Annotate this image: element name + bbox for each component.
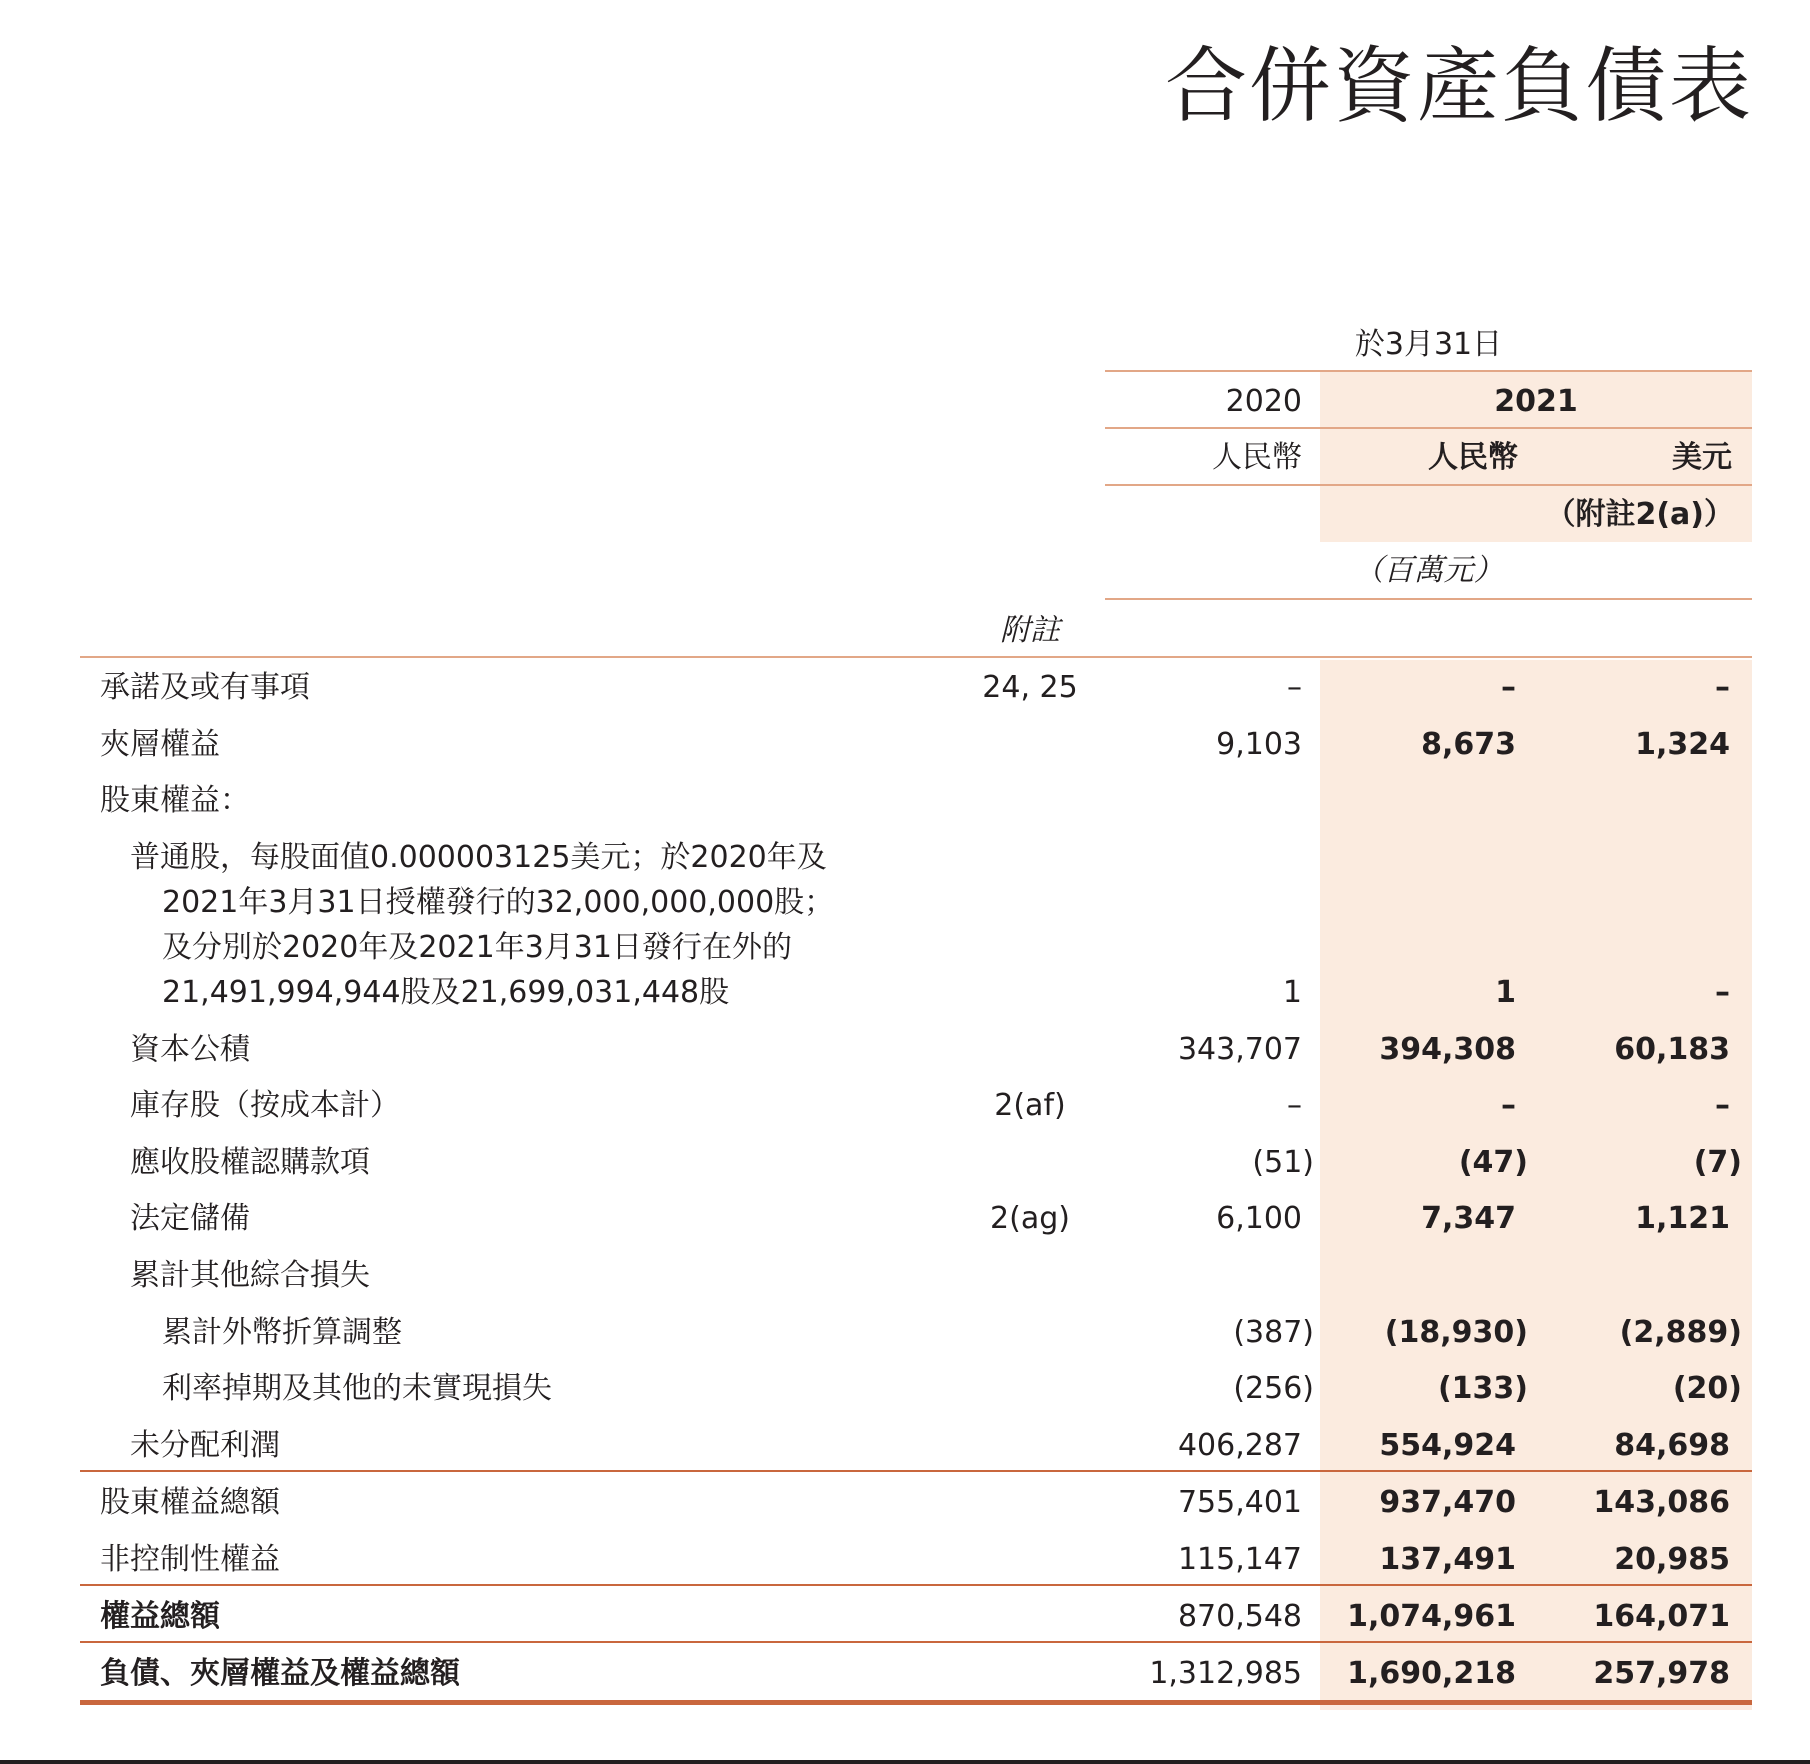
value-2020: – [1287,1088,1302,1123]
row-label: 股東權益總額 [100,1485,280,1520]
row-label-line: 及分別於2020年及2021年3月31日發行在外的 [162,930,792,965]
value-2021: (133) [1437,1371,1528,1406]
row-label-line: 21,491,994,944股及21,699,031,448股 [162,975,730,1010]
rule-table-top [80,656,1752,658]
row-label: 權益總額 [100,1599,220,1634]
row-label: 法定儲備 [130,1201,250,1236]
rule-table-bottom [80,1700,1752,1705]
value-usd: (20) [1672,1371,1742,1406]
value-2020: 1,312,985 [1149,1656,1302,1691]
rule-year [1105,427,1752,429]
section-heading: 股東權益： [100,783,250,818]
value-2021: 7,347 [1421,1201,1516,1236]
row-note: 2(ag) [990,1201,1070,1236]
value-2020: 9,103 [1216,727,1302,762]
value-usd: – [1715,975,1730,1010]
row-label: 資本公積 [130,1032,250,1067]
value-2020: 343,707 [1177,1032,1302,1067]
value-2021: 394,308 [1379,1032,1516,1067]
rule-currency [1105,484,1752,486]
value-2021: (18,930) [1384,1315,1528,1350]
value-usd: (2,889) [1619,1315,1742,1350]
value-2021: 1 [1495,975,1516,1010]
value-2020: (51) [1252,1145,1314,1180]
value-2021: – [1501,1088,1516,1123]
row-label-line: 2021年3月31日授權發行的32,000,000,000股； [162,885,835,920]
value-2021: – [1501,670,1516,705]
row-label: 累計外幣折算調整 [162,1315,402,1350]
row-label: 夾層權益 [100,727,220,762]
usd-note: （附註2(a)） [1545,497,1734,532]
value-usd: (7) [1693,1145,1742,1180]
rule-subtotal [80,1470,1752,1472]
year-2021: 2021 [1494,384,1578,419]
row-label: 未分配利潤 [130,1428,280,1463]
value-2020: (256) [1233,1371,1314,1406]
note-column-header: 附註 [1000,613,1060,648]
value-2020: – [1287,670,1302,705]
value-usd: 1,121 [1635,1201,1730,1236]
row-label: 利率掉期及其他的未實現損失 [162,1371,552,1406]
value-2021: 937,470 [1379,1485,1516,1520]
row-label: 負債、夾層權益及權益總額 [100,1656,460,1691]
value-2021: 1,074,961 [1347,1599,1516,1634]
row-note: 2(af) [994,1088,1066,1123]
value-usd: 257,978 [1593,1656,1730,1691]
value-usd: 84,698 [1614,1428,1730,1463]
value-2020: (387) [1233,1315,1314,1350]
rule-unit [1105,598,1752,600]
rule-date [1105,370,1752,372]
value-usd: 143,086 [1593,1485,1730,1520]
value-usd: 20,985 [1614,1542,1730,1577]
value-usd: 60,183 [1614,1032,1730,1067]
year-2020: 2020 [1225,384,1302,419]
rule-total-equity [80,1584,1752,1586]
row-label: 應收股權認購款項 [130,1145,370,1180]
value-2021: 137,491 [1379,1542,1516,1577]
section-heading: 累計其他綜合損失 [130,1258,370,1293]
value-2020: 755,401 [1177,1485,1302,1520]
rule-grand-total [80,1641,1752,1643]
value-2021: 1,690,218 [1347,1656,1516,1691]
value-2021: (47) [1458,1145,1528,1180]
page-title: 合併資產負債表 [1164,39,1753,134]
page-bottom-edge [0,1760,1810,1764]
value-2020: 870,548 [1177,1599,1302,1634]
row-label: 承諾及或有事項 [100,670,310,705]
value-usd: – [1715,670,1730,705]
row-label-line: 普通股，每股面值0.000003125美元；於2020年及 [130,840,827,875]
row-label: 庫存股（按成本計） [130,1088,400,1123]
currency-rmb-2020: 人民幣 [1212,440,1302,475]
value-usd: 164,071 [1593,1599,1730,1634]
currency-rmb-2021: 人民幣 [1428,440,1518,475]
value-2021: 554,924 [1379,1428,1516,1463]
value-2020: 115,147 [1177,1542,1302,1577]
value-2021: 8,673 [1421,727,1516,762]
unit-label: （百萬元） [1353,553,1504,588]
row-note: 24, 25 [982,670,1078,705]
date-label: 於3月31日 [1354,327,1503,362]
value-2020: 1 [1282,975,1302,1010]
value-2020: 6,100 [1216,1201,1302,1236]
row-label: 非控制性權益 [100,1542,280,1577]
currency-usd: 美元 [1672,440,1732,475]
value-2020: 406,287 [1177,1428,1302,1463]
value-usd: – [1715,1088,1730,1123]
value-usd: 1,324 [1635,727,1730,762]
